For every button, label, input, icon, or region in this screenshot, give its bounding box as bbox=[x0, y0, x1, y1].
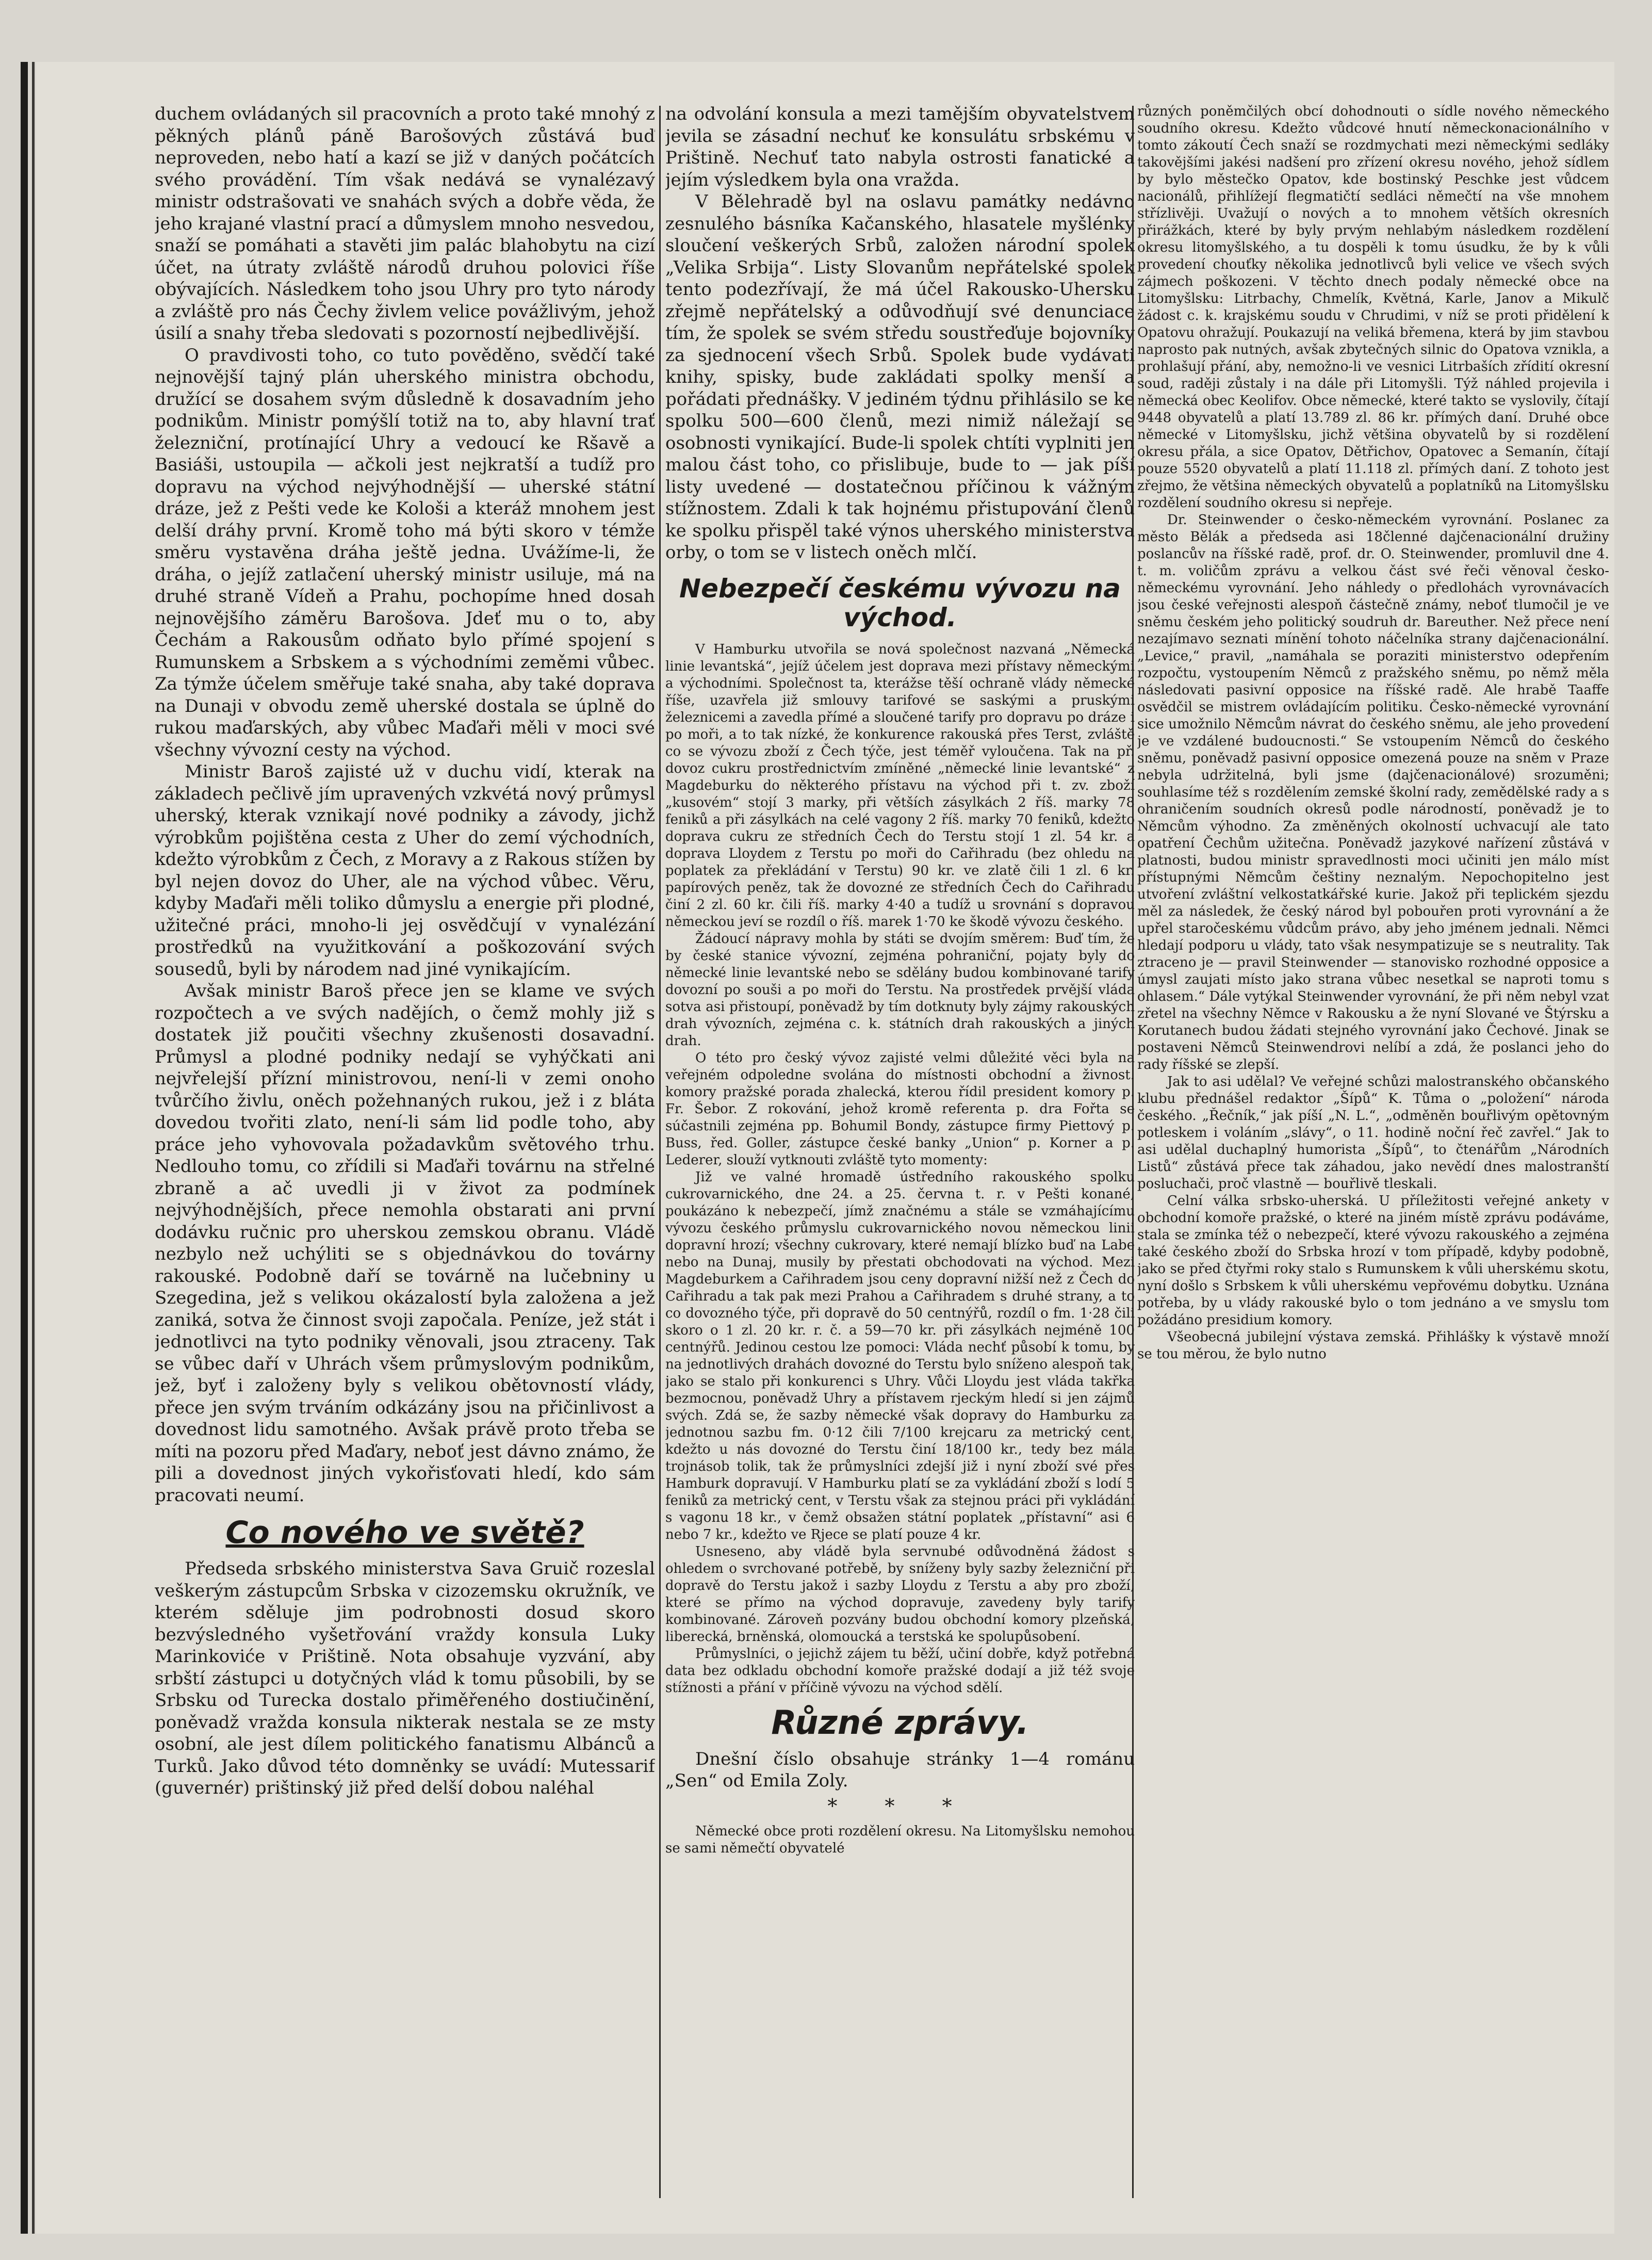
article-paragraph: V Bělehradě byl na oslavu památky nedávno zesnulého básníka Kačanského, hlasatele myšlénky sloučení veškerých Srbů, založen národní spolek „Velika Srbija“. Listy Slovanům nepřátelské spolek tento podezřívají, že má účel Rakousko-Uhersku zřejmě nepřátelský a odůvodňují své denunciace tím, že spolek se svém středu soustřeďuje bojovníky za sjednocení všech Srbů. Spolek bude vydávati knihy, spisky, bude zakládati spolky menší a pořádati přednášky. V jediném týdnu přihlásilo se ke spolku 500—600 členů, mezi nimiž náležají se osobnosti vynikající. Bude-li spolek chtíti vyplniti jen malou část toho, co přislibuje, bude to — jak píší listy uvedené — dostatečnou příčinou k vážným stížnostem. Zdali k tak hojnému přistupování členů ke spolku přispěl také výnos uherského ministerstva orby, o tom se v listech oněch mlčí. bbox=[665, 191, 1135, 563]
column-3 bbox=[1137, 103, 1609, 2198]
news-item: Všeobecná jubilejní výstava zemská. Přihlášky k výstavě množí se tou měrou, že bylo nutno bbox=[1137, 1329, 1609, 1362]
export-paragraph: Již ve valné hromadě ústředního rakouského spolku cukrovarnického, dne 24. a 25. června t. r. v Pešti konané, poukázáno k nebezpečí, jímž značnému a stále se vzmáhajícímu vývozu českého průmyslu cukrovarnického novou německou linii dopravní hrozí; všechny cukrovary, které nemají blízko buď na Labe nebo na Dunaj, musily by přestati obchodovati na východ. Mezi Magdeburkem a Cařihradem jsou ceny dopravní nižší než z Čech do Cařihradu a tak pak mezi Prahou a Cařihradem s druhé strany, a to co dovozného týče, při dopravě do 50 centnýřů, rozdíl o fm. 1·28 čili skoro o 1 zl. 20 kr. r. č. a 59—70 kr. při zásylkách nejméně 100 centnýřů. Jedinou cestou lze pomoci: Vláda nechť působí k tomu, by na jednotlivých drahách dovozné do Terstu bylo sníženo alespoň tak, jako se stalo při konkurenci s Uhry. Vůči Lloydu jest vláda takřka bezmocnou, poněvadž Uhry a přístavem rjeckým hledí si jen zájmů svých. Zdá se, že sazby německé však dopravy do Hamburku za jednotnou sazbu fm. 0·12 čili 7/100 krejcaru za metrický cent, kdežto u nás dovozné do Terstu činí 18/100 kr., tedy bez mála trojnásob tolik, tak že průmyslníci zdejší již i nyní zboží své přes Hamburk dopravují. V Hamburku platí se za vykládání zboží s lodí 5 feniků za metrický cent, v Terstu však za stejnou práci při vykládání s vagonu 18 kr., v čemž obsažen státní poplatek „přístavní“ asi 6 nebo 7 kr., kdežto ve Rjece se platí pouze 4 kr. bbox=[665, 1169, 1135, 1542]
separator-stars: * * * bbox=[827, 1794, 973, 1817]
news-paragraph: Předseda srbského ministerstva Sava Gruič rozeslal veškerým zástupcům Srbska v cizozemsku okružník, ve kterém sděluje jim podrobnosti dosud skoro bezvýsledného vyšetřování vraždy konsula Luky Marinkoviće v Prištině. Nota obsahuje vyzvání, aby srbští zástupci u dotyčných vlád k tomu působili, by se Srbsku od Turecka dostalo přiměřeného dostiučinění, poněvadž vražda konsula nikterak nestala se ze msty osobní, ale jest dílem politického fanatismu Albánců a Turků. Jako důvod této domněnky se uvádí: Mutessarif (guvernér) prištinský již před delší dobou naléhal bbox=[155, 1558, 655, 1798]
news-item: Dr. Steinwender o česko-německém vyrovnání. Poslanec za město Bělák a předseda asi 18členné dajčenacionální družiny poslancův na říšské radě, prof. dr. O. Steinwender, promluvil dne 4. t. m. voličům zprávu a velkou část své řeči věnoval česko-německému vyrovnání. Jeho náhledy o předlohách vyrovnávacích jsou české veřejnosti alespoň částečně známy, neboť tlumočil je ve sněmu českém jeho politický soudruh dr. Bareuther. Než přece není nezajímavo seznati mínění tohoto náčelníka strany dajčenacionální. „Levice,“ pravil, „namáhala se poraziti ministerstvo odepřením rozpočtu, vystoupením Němců z pražského sněmu, po němž měla následovati pasivní opposice na říšské radě. Ale hrabě Taaffe osvědčil se mistrem ovládajícím politiku. Česko-německé vyrovnání sice umožnilo Němcům návrat do českého sněmu, ale jeho provedení je ve vzdálené budoucnosti.“ Se vstoupením Němců do českého sněmu, poněvadž pasivní opposice omezená pouze na sněm v Praze nebyla udržitelná, byli jsme (dajčenacionálové) srozuměni; souhlasíme též s rozdělením zemské školní rady, zemědělské rady a s ohraničením soudních okresů podle národností, poněvadž je to Němcům výhodno. Za změněných okolností uchvacují ale tato opatření Čechům užitečna. Poněvadž jazykové nařízení zůstává v platnosti, budou ministr spravedlnosti moci učiniti jen málo míst přístupnými Němcům češtiny neznalým. Nepochopitelno jest utvoření zvláštní velkostatkářské kurie. Jakož při teplickém sjezdu měl za následek, že český národ byl pobouřen proti vyrovnání a že upřel staročeskému vůdcům právo, aby jeho jménem jednali. Němci hledají podporu u vlády, tato však nesympatizuje se s neutrality. Tak ztraceno je — pravil Steinwender — stanovisko rozhodné opposice a úmysl zaujati místo jako strana vůbec nesetkal se naproti tomu s ohlasem.“ Dále vytýkal Steinwender vyrovnání, že při něm nebyl vzat zřetel na všechny Němce v Rakousku a že nyní Slované ve Štýrsku a Korutanech budou žádati stejného vyrovnání jako Čechové. Jinak se postaveni Němců Steinwendrovi nelíbí a zdá, že poslanci jeho do rady říšské se zlepší. bbox=[1137, 512, 1609, 1072]
export-paragraph: Průmyslníci, o jejichž zájem tu běží, učiní dobře, když potřebná data bez odkladu obchodní komoře pražské dodají a již též svoje stížnosti a přání v příčině vývozu na východ sdělí. bbox=[665, 1646, 1135, 1696]
column-1 bbox=[155, 103, 655, 2198]
news-item: Celní válka srbsko-uherská. U příležitosti veřejné ankety v obchodní komoře pražské, o které na jiném místě zprávu podáváme, stala se zmínka též o nebezpečí, které vývozu rakouského a zejména také českého zboží do Srbska hrozí v tom případě, kdyby podobně, jako se před čtyřmi roky stalo s Rumunskem k vůli uherskému skotu, nyní došlo s Srbskem k vůli uherskému vepřovému dobytku. Uznána potřeba, by u vlády rakouské bylo o tom jednáno a ve smyslu tom požádáno presidium komory. bbox=[1137, 1193, 1609, 1328]
news-item: Jak to asi udělal? Ve veřejné schůzi malostranského občanského klubu přednášel redaktor „Šípů“ K. Tůma o „položení“ národa českého. „Řečník,“ jak píší „N. L.“, „odměněn bouřlivým opětovným potleskem i voláním „slávy“, o 11. hodině noční řeč zavřel.“ Jak to asi udělal duchaplný humorista „Šípů“, to čtenářům „Národních Listů“ zůstává přece tak záhadou, jako nevědí dnes malostranští posluchači, proč vlastně — bouřlivě tleskali. bbox=[1137, 1074, 1609, 1192]
binding-edge-inner bbox=[32, 62, 35, 2234]
binding-edge bbox=[21, 62, 28, 2234]
section-heading-export: Nebezpečí českému vývozu na východ. bbox=[679, 573, 1121, 632]
export-paragraph: Žádoucí nápravy mohla by státi se dvojím směrem: Buď tím, že by české stanice vývozní, zejména pohraniční, pojaty byly do německé linie levantské nebo se sdělány budou kombinované tarify dovozní po souši a po moři do Terstu. Na prostředek prvější vláda sotva asi přistoupí, poněvadž by tím dotknuty byly zájmy rakouských drah vývozních, zejména c. k. státních drah rakouských a jiných drah. bbox=[665, 931, 1135, 1049]
article-paragraph: O pravdivosti toho, co tuto pověděno, svědčí také nejnovější tajný plán uherského ministra obchodu, družící se dosahem svým důsledně k dosavadním jeho podnikům. Ministr pomýšlí totiž na to, aby hlavní trať železniční, protínající Uhry a vedoucí ke Ršavě a Basiáši, ustoupila — ačkoli jest nejkratší a tudíž pro dopravu na východ nejvýhodnější — uherské státní dráze, jež z Pešti vede ke Kološi a kteráž mnohem jest delší dráhy první. Kromě toho má býti skoro v témže směru vystavěna dráha ještě jedna. Uvážíme-li, že dráha, o jejíž zatlačení uherský ministr usiluje, má na druhé straně Vídeň a Prahu, pochopíme hned dosah nejnovějšího záměru Barošova. Jdeť mu o to, aby Čechám a Rakousům odňato bylo přímé spojení s Rumunskem a Srbskem a s východními zeměmi vůbec. Za týmže účelem směřuje také snaha, aby také doprava na Dunaji v obvodu země uherské dostala se úplně do rukou maďarských, aby vůbec Maďaři měli v moci své všechny vývozní cesty na východ. bbox=[155, 345, 655, 760]
section-heading-misc: Různé zprávy. bbox=[771, 1703, 1029, 1742]
novel-notice: Dnešní číslo obsahuje stránky 1—4 románu „Sen“ od Emila Zoly. bbox=[665, 1748, 1135, 1791]
column-2 bbox=[665, 103, 1135, 2198]
article-paragraph: duchem ovládaných sil pracovních a proto také mnohý z pěkných plánů páně Barošových zůstává buď neproveden, nebo hatí a kazí se již v daných počátcích svého provádění. Tím však nedává se vynalézavý ministr odstrašovati ve snahách svých a dobře věda, že jeho krajané vlastní prací a důmyslem mnoho nesvedou, snaží se pomáhati a stavěti jim palác blahobytu na cizí účet, na útraty zvláště národů druhou polovici říše obývajících. Následkem toho jsou Uhry pro tyto národy a zvláště pro nás Čechy živlem velice povážlivým, jehož úsilí a snahy třeba sledovati s pozorností nejbedlivější. bbox=[155, 104, 655, 344]
export-paragraph: V Hamburku utvořila se nová společnost nazvaná „Německá linie levantská“, jejíž účelem jest doprava mezi přístavy německými a východními. Společnost ta, kterážse těší ochraně vlády německé říše, uzavřela již smlouvy tarifové se saskými a pruskými železnicemi a zavedla přímé a sloučené tarify pro dopravu po dráze i po moři, a to tak nízké, že konkurence rakouská přes Terst, zvláště co se vývozu zboží z Čech týče, jest téměř vyloučena. Tak na př. dovoz cukru prostřednictvím zmíněné „německé linie levantské“ z Magdeburku do některého přístavu na východ při t. zv. zboží „kusovém“ stojí 3 marky, při větších zásylkách 2 říš. marky 78 feniků a při zásylkách na celé vagony 2 říš. marky 70 feniků, kdežto doprava cukru ze středních Čech do Terstu stojí 1 zl. 54 kr. a doprava Lloydem z Terstu po moři do Cařihradu (bez ohledu na poplatek za překládání v Terstu) 90 kr. ve zlatě čili 1 zl. 6 kr. papírových peněz, tak že dovozné ze středních Čech do Cařihradu činí 2 zl. 60 kr. čili říš. marky 4·40 a tudíž u srovnání s dopravou německou jeví se rozdíl o říš. marek 1·70 ke škodě vývozu českého. bbox=[665, 641, 1135, 930]
column-rule-1 bbox=[659, 106, 661, 2198]
export-paragraph: Usneseno, aby vládě byla servnubé odůvodněná žádost s ohledem o svrchované potřebě, by sníženy byly sazby železniční při dopravě do Terstu jakož i sazby Lloydu z Terstu a aby pro zboží, které se přímo na východ dopravuje, zavedeny byly tarify kombinované. Zároveň pozvány budou obchodní komory plzeňská, liberecká, brněnská, olomoucká a terstská ke spolupůsobení. bbox=[665, 1543, 1135, 1645]
news-item: Německé obce proti rozdělení okresu. Na Litomyšlsku nemohou se sami němečtí obyvatelé bbox=[665, 1824, 1135, 1856]
article-paragraph: na odvolání konsula a mezi tamějším obyvatelstvem jevila se zásadní nechuť ke konsulátu srbskému v Prištině. Nechuť tato nabyla ostrosti fanatické a jejím výsledkem byla ona vražda. bbox=[665, 104, 1135, 190]
news-item: různých poněmčilých obcí dohodnouti o sídle nového německého soudního okresu. Kdežto vůdcové hnutí německonacionálního v tomto zákoutí Čech snaží se rozdmychati mezi německými sedláky takovějšími jakési nadšení pro zřízení okresu nového, jehož sídlem by bylo městečko Opatov, kde bostinský Peschke jest vůdcem nacionálů, přihlížejí flegmatičtí sedláci němečtí na vše mnohem střízlivěji. Uvažují o nových a to mnohem větších okresních přirážkách, které by byly prvým nehlabým následkem rozdělení okresu litomyšlského, a tu dospěli k tomu úsudku, že by k vůli provedení chouťky několika jednotlivců byli velice ve všech svých zájmech poškozeni. V těchto dnech podaly německé obce na Litomyšlsku: Litrbachy, Chmelík, Květná, Karle, Janov a Mikulč žádost c. k. krajskému soudu v Chrudimi, v níž se proti přidělení k Opatovu ohražují. Poukazují na veliká břemena, která by jim stavbou naprosto pak nutných, avšak zbytečných silnic do Opatova vznikla, a prohlašují přání, aby, nemožno-li ve vesnici Litrbaších zřídití okresní soud, raději zůstaly i na dále při Litomyšli. Týž náhled projevila i německá obec Keolifov. Obce německé, které takto se vyslovily, čítají 9448 obyvatelů a platí 13.789 zl. 86 kr. přímých daní. Druhé obce německé v Litomyšlsku, jichž většina obyvatelů by si rozdělení okresu přála, a sice Opatov, Dětřichov, Opatovec a Semanín, čítají pouze 5520 obyvatelů a platí 11.118 zl. přímých daní. Z tohoto jest zřejmo, že většina německých obyvatelů a poplatníků na Litomyšlsku rozdělení soudního okresu si nepřeje. bbox=[1137, 104, 1609, 511]
export-paragraph: O této pro český vývoz zajisté velmi důležité věci byla na veřejném odpoledne svolána do místnosti obchodní a živnost. komory pražské porada zhalecká, kterou řídil president komory p. Fr. Šebor. Z rokování, jehož kromě referenta p. dra Fořta se súčastnili zejména pp. Bohumil Bondy, zástupce firmy Piettový p. Buss, řed. Goller, zástupce české banky „Union“ p. Korner a p. Lederer, slouží vytknouti zvláště tyto momenty: bbox=[665, 1050, 1135, 1168]
article-paragraph: Avšak ministr Baroš přece jen se klame ve svých rozpočtech a ve svých nadějích, o čemž mohly již s dostatek již poučiti všechny zkušenosti dosavadní. Průmysl a plodné podniky nedají se vyhýčkati ani nejvřelejší přízní ministrovou, není-li v zemi onoho tvůrčího živlu, oněch požehnaných rukou, jež i z bláta dovedou tvořiti zlato, není-li sám lid podle toho, aby práce jeho vyhovovala požadavkům světového trhu. Nedlouho tomu, co zřídili si Maďaři továrnu na střelné zbraně a ač uvedli ji v život za podmínek nejvýhodnějších, přece nemohla obstarati ani první dodávku ručnic pro uherskou zemskou obranu. Vládě nezbylo než uchýliti se s objednávkou do továrny rakouské. Podobně daří se továrně na lučebniny u Szegedina, jež s velikou okázalostí byla založena a jež zaniká, sotva že činnost svoji započala. Peníze, jež stát i jednotlivci na tyto podniky věnovali, jsou ztraceny. Tak se vůbec daří v Uhrách všem průmyslovým podnikům, jež, byť i založeny byly s velikou obětovností vlády, přece jen svým trváním odkázány jsou na přičinlivost a dovednost lidu samotného. Avšak právě proto třeba se míti na pozoru před Maďary, neboť jest dávno známo, že pili a dovednost jiných vykořisťovati hledí, kdo sám pracovati neumí. bbox=[155, 981, 655, 1506]
article-paragraph: Ministr Baroš zajisté už v duchu vidí, kterak na základech pečlivě jím upravených vzkvétá nový průmysl uherský, kterak vznikají nové podniky a závody, jichž výrobkům pojištěna cesta z Uher do zemí východních, kdežto výrobkům z Čech, z Moravy a z Rakous stížen by byl nejen dovoz do Uher, ale na východ vůbec. Věru, kdyby Maďaři měli toliko důmyslu a energie při plodné, užitečné práci, mnoho-li jej osvědčují v vynalézání prostředků na využitkování a poškozování svých sousedů, byli by národem nad jiné vynikajícím. bbox=[155, 761, 655, 980]
section-heading-news: Co nového ve světě? bbox=[225, 1515, 584, 1551]
